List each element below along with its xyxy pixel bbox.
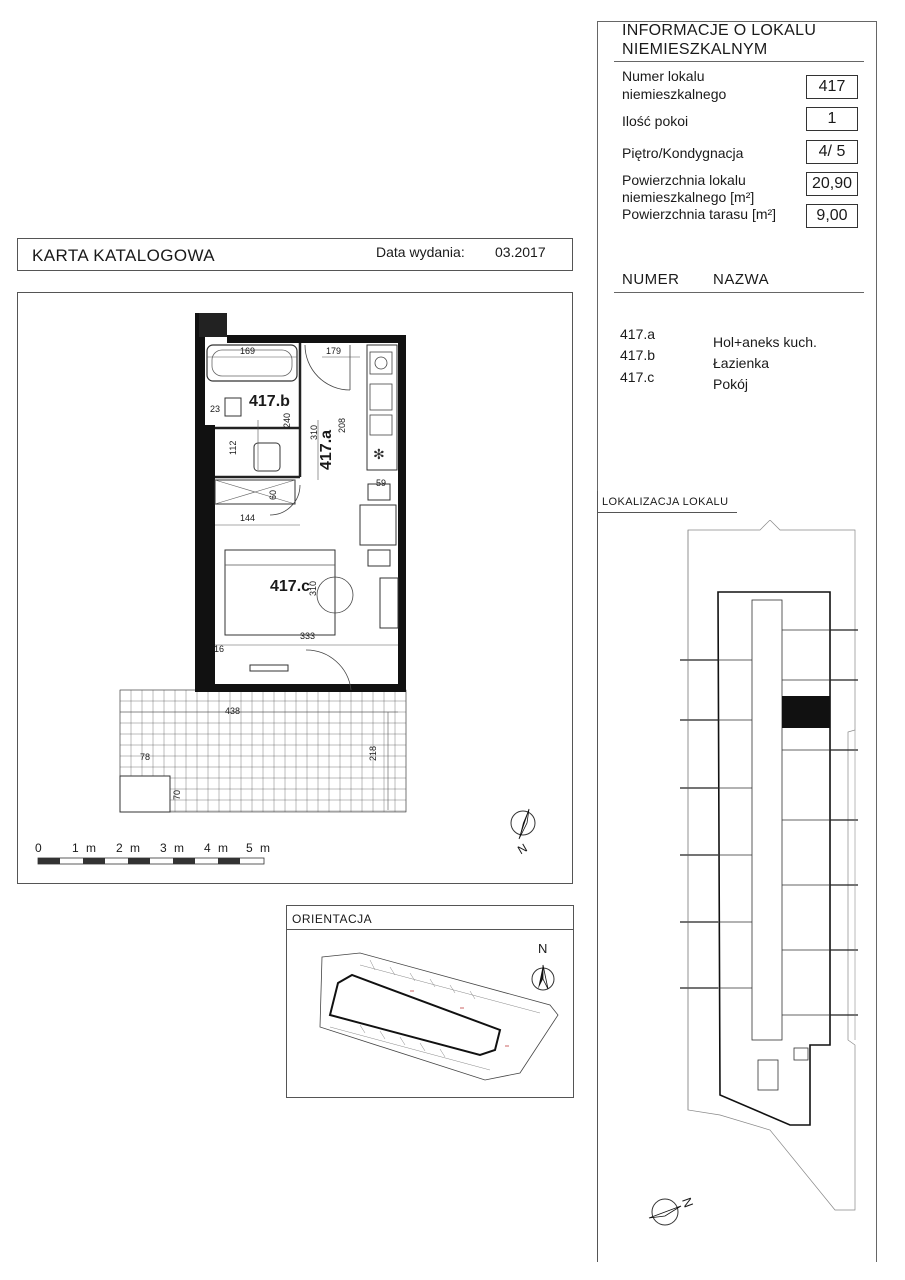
radiator (250, 665, 288, 671)
scale-label-2: 2 m (116, 841, 143, 855)
info-row-terrace-label: Powierzchnia tarasu [m²] (622, 206, 777, 222)
dining-table (360, 505, 396, 545)
scale-label-4: 4 m (204, 841, 231, 855)
room-name-a: Hol+aneks kuch. (713, 334, 817, 350)
dim-208: 208 (337, 417, 347, 433)
orientation-title: ORIENTACJA (292, 912, 373, 926)
info-row-number-label2: niemieszkalnego (622, 86, 727, 102)
info-row-area-value: 20,90 (806, 172, 858, 196)
scale-label-3: 3 m (160, 841, 187, 855)
orientation-compass-n: N (538, 941, 548, 956)
dim-59: 59 (376, 478, 387, 488)
info-row-number-label1: Numer lokalu (622, 68, 705, 84)
dim-16: 16 (214, 644, 225, 654)
scale-label-5: 5 m (246, 841, 273, 855)
dim-310b: 310 (308, 580, 318, 596)
toilet (225, 398, 241, 416)
rooms-header-name: NAZWA (713, 271, 770, 288)
room-number-a: 417.a (620, 326, 656, 342)
plan-label-417c: 417.c (270, 578, 311, 595)
dim-144: 144 (240, 513, 256, 523)
location-title-underline (597, 512, 737, 513)
dim-310a: 310 (309, 424, 319, 440)
svg-text:✻: ✻ (373, 446, 385, 462)
info-row-area-label2: niemieszkalnego [m²] (622, 189, 755, 205)
dim-60: 60 (268, 489, 278, 500)
dim-23: 23 (210, 404, 221, 414)
dim-438: 438 (225, 706, 241, 716)
room-number-c: 417.c (620, 369, 655, 385)
info-row-number-value: 417 (806, 75, 858, 99)
info-row-floor-value: 4/ 5 (806, 140, 858, 164)
dim-333: 333 (300, 631, 316, 641)
info-title-line1: INFORMACJE O LOKALU (622, 22, 817, 39)
orientation-compass-icon (525, 955, 565, 995)
scale-label-1: 1 m (72, 841, 99, 855)
catalog-date-value: 03.2017 (495, 244, 546, 260)
dim-70: 70 (172, 789, 182, 800)
location-right-border (876, 491, 877, 1262)
orientation-title-underline (286, 929, 574, 930)
plan-label-417a: 417.a (318, 429, 335, 470)
info-row-area-label1: Powierzchnia lokalu (622, 172, 746, 188)
location-compass-icon (643, 1190, 703, 1234)
info-row-floor-label: Piętro/Kondygnacja (622, 145, 744, 161)
scale-label-0: 0 (35, 841, 44, 855)
room-name-c: Pokój (713, 376, 749, 392)
info-row-terrace-value: 9,00 (806, 204, 858, 228)
room-name-b: Łazienka (713, 355, 770, 371)
highlighted-unit (782, 696, 830, 728)
room-number-b: 417.b (620, 347, 656, 363)
dim-78: 78 (140, 752, 151, 762)
plan-label-417b: 417.b (249, 393, 290, 410)
rooms-header-number: NUMER (622, 271, 680, 288)
info-title-line2: NIEMIESZKALNYM (622, 41, 768, 58)
dim-240: 240 (282, 412, 292, 428)
scale-bar (30, 855, 280, 869)
location-title: LOKALIZACJA LOKALU (602, 496, 729, 508)
info-row-rooms-label: Ilość pokoi (622, 113, 689, 129)
dim-169: 169 (240, 346, 256, 356)
info-row-rooms-value: 1 (806, 107, 858, 131)
dim-179: 179 (326, 346, 342, 356)
catalog-title: KARTA KATALOGOWA (32, 246, 216, 265)
building-plan (680, 520, 860, 1220)
terrace-planter (120, 776, 170, 812)
dim-112: 112 (228, 440, 238, 455)
side-cabinet (380, 578, 398, 628)
plan-compass-n: N (515, 840, 530, 858)
catalog-date-label: Data wydania: (376, 244, 465, 260)
location-compass-n: N (679, 1195, 697, 1210)
dim-218: 218 (368, 745, 378, 761)
